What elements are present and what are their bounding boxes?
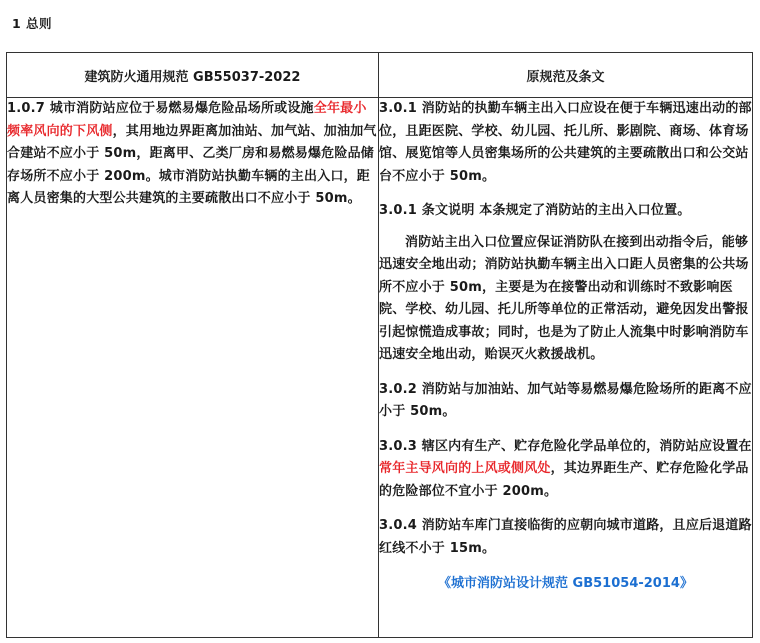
clause-3-0-3 bbox=[379, 436, 752, 504]
new-code-cell bbox=[7, 98, 379, 638]
source-citation: 《城市消防站设计规范 GB51054-2014》 bbox=[438, 576, 693, 591]
header-new-code: 建筑防火通用规范 GB55037-2022 bbox=[7, 53, 379, 98]
clause-3-0-2: 3.0.2 消防站与加油站、加气站等易燃易爆危险场所的距离不应小于 50m。 bbox=[379, 381, 752, 419]
clause-1-0-7-highlight: 全年最小频率风向的下风侧 bbox=[7, 101, 367, 139]
clause-3-0-1-explanation: 消防站主出入口位置应保证消防队在接到出动指令后，能够迅速安全地出动；消防站执勤车辆主出入口距人员密集的公共场所不应小于 50m，主要是为在接警出动和训练时不致影响医院、学校、幼儿园、托儿所等单位的正常活动，避免因发出警报引起惊慌造成事故；同时，也是为了防止人流集中时影响消防车迅速安全地出动，贻误灭火救援战机。 bbox=[379, 234, 749, 362]
clause-3-0-3-highlight: 常年主导风向的上风或侧风处 bbox=[379, 461, 551, 476]
clause-1-0-7 bbox=[7, 98, 378, 211]
clause-1-0-7-text-end: ，其用地边界距离加油站、加气站、加油加气合建站不应小于 50m，距离甲、乙类厂房和易燃易爆危险品储存场所不应小于 200m。城市消防站执勤车辆的主出入口，距离人员密集的大型公共建筑的主要疏散出口不应小于 50m。 bbox=[7, 123, 377, 206]
clause-1-0-7-text-start: 1.0.7 城市消防站应位于易燃易爆危险品场所或设施 bbox=[7, 101, 314, 116]
clause-3-0-3-text-start: 3.0.3 辖区内有生产、贮存危险化学品单位的，消防站应设置在 bbox=[379, 438, 752, 454]
section-title: 1 总则 bbox=[12, 16, 53, 31]
clause-3-0-1-explanation-title: 3.0.1 条文说明 本条规定了消防站的主出入口位置。 bbox=[379, 203, 691, 218]
table-body-row bbox=[7, 98, 753, 638]
comparison-table bbox=[6, 52, 753, 638]
table-header-row bbox=[7, 53, 753, 98]
clause-3-0-1: 3.0.1 消防站的执勤车辆主出入口应设在便于车辆迅速出动的部位，且距医院、学校、幼儿园、托儿所、影剧院、商场、体育场馆、展览馆等人员密集场所的公共建筑的主要疏散出口和公交站台不应小于 50m。 bbox=[379, 101, 752, 184]
header-original-code: 原规范及条文 bbox=[379, 53, 753, 98]
clause-3-0-3-text-end: ，其边界距生产、贮存危险化学品的危险部位不宜小于 200m。 bbox=[379, 461, 749, 499]
original-code-cell bbox=[379, 98, 753, 638]
clause-3-0-4: 3.0.4 消防站车库门直接临街的应朝向城市道路，且应后退道路红线不小于 15m。 bbox=[379, 518, 752, 556]
